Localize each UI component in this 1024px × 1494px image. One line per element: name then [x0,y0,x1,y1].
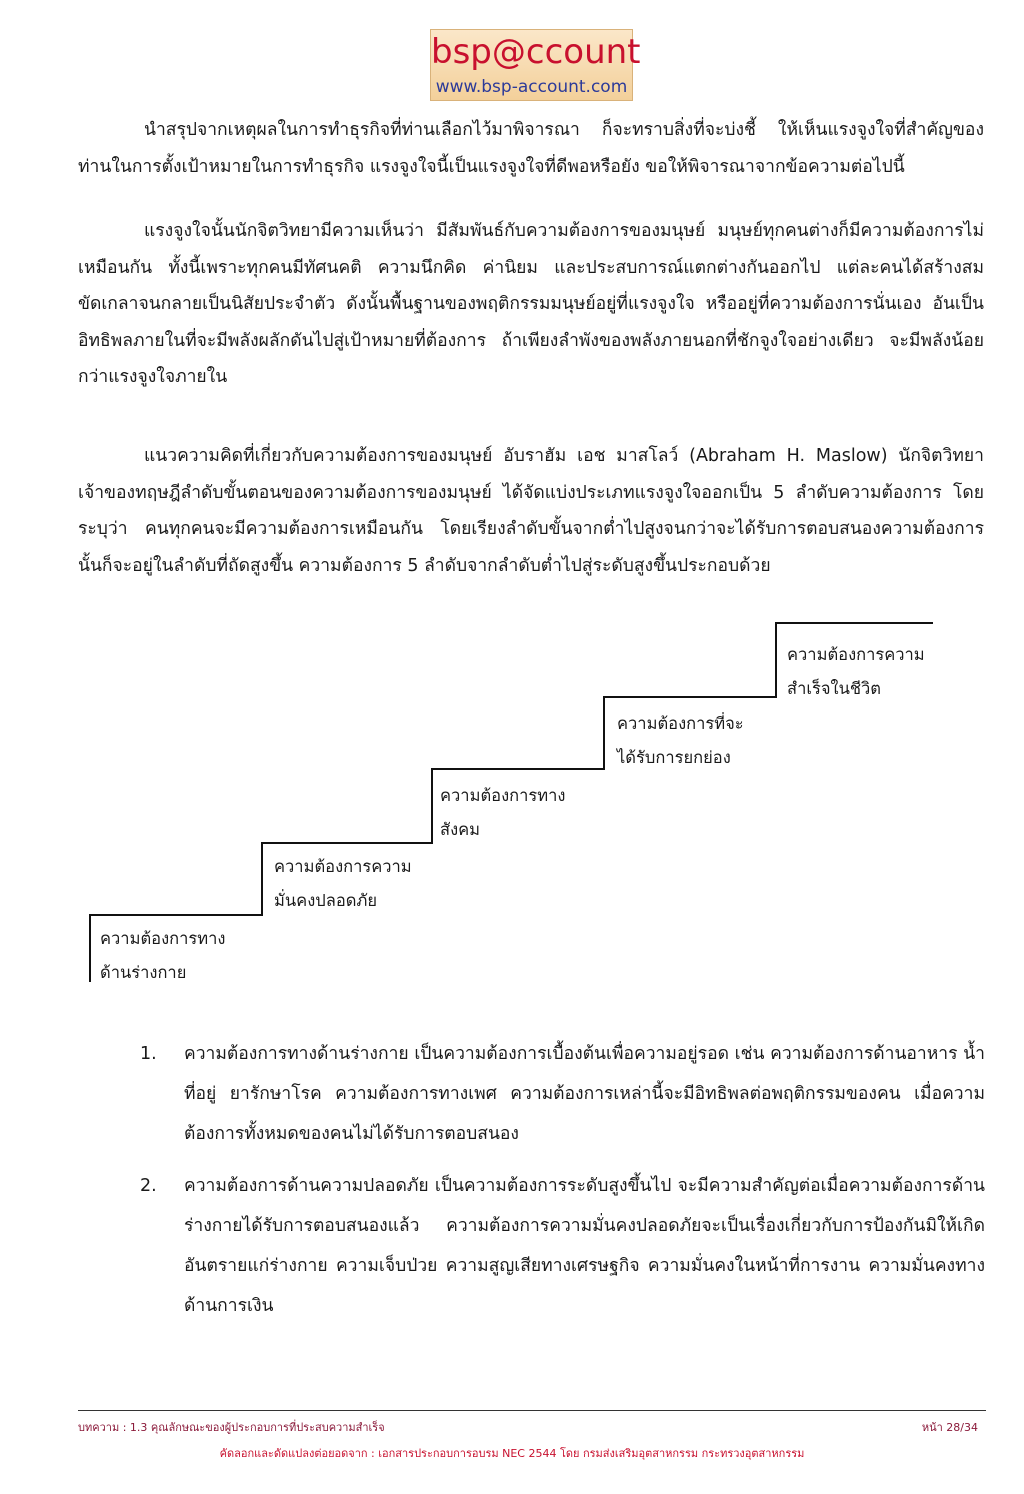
step-label-esteem [617,707,787,775]
step-label-line: ความต้องการที่จะ [617,714,744,733]
step-label-line: ความต้องการทาง [440,786,566,805]
list-item-text: ความต้องการทางด้านร่างกาย เป็นความต้องการเบื้องต้นเพื่อความอยู่รอด เช่น ความต้องการด้านอาหาร น้ำ ที่อยู่ ยารักษาโรค ความต้องการทางเพศ ความต้องการเหล่านี้จะมีอิทธิพลต่อพฤติกรรมของคน เมื่อความต้องการทั้งหมดของคนไม่ได้รับการตอบสนอง [184,1044,985,1144]
step-label-line: ด้านร่างกาย [100,963,187,982]
list-item-number: 2. [140,1176,157,1196]
list-item [140,1166,985,1326]
step-label-line: ได้รับการยกย่อง [617,748,731,767]
step-label-line: ความต้องการทาง [100,929,226,948]
needs-list-part-1 [140,1034,985,1154]
brand-logo [430,29,641,101]
logo-brand-text: bsp@ccount [431,32,641,72]
step-label-line: ความต้องการความ [274,857,412,876]
paragraph-intro: นำสรุปจากเหตุผลในการทำธุรกิจที่ท่านเลือกไว้มาพิจารณา ก็จะทราบสิ่งที่จะบ่งชี้ ให้เห็นแรงจูงใจที่สำคัญของท่านในการตั้งเป้าหมายในการทำธุรกิจ แรงจูงใจนี้เป็นแรงจูงใจที่ดีพอหรือยัง ขอให้พิจารณาจากข้อความต่อไปนี้ [78,120,984,177]
needs-list-part-2 [140,1166,985,1326]
step-label-safety [274,850,444,918]
step-label-line: มั่นคงปลอดภัย [274,891,378,910]
step-label-line: สังคม [440,820,481,839]
step-label-line: ความต้องการความ [787,645,925,664]
footer-page-number: หน้า 28/34 [921,1421,978,1434]
step-label-line: สำเร็จในชีวิต [787,679,882,698]
step-label-self-actualization [787,638,957,706]
logo-url-text: www.bsp-account.com [435,77,628,97]
list-item-number: 1. [140,1044,157,1064]
footer-article-title: บทความ : 1.3 คุณลักษณะของผู้ประกอบการที่ประสบความสำเร็จ [78,1421,385,1434]
footer-divider [78,1410,986,1411]
paragraph-maslow: แนวความคิดที่เกี่ยวกับความต้องการของมนุษย์ อับราฮัม เอช มาสโลว์ (Abraham H. Maslow) นักจิตวิทยาเจ้าของทฤษฎีลำดับขั้นตอนของความต้องการของมนุษย์ ได้จัดแบ่งประเภทแรงจูงใจออกเป็น 5 ลำดับความต้องการ โดยระบุว่า คนทุกคนจะมีความต้องการเหมือนกัน โดยเรียงลำดับขั้นจากต่ำไปสูงจนกว่าจะได้รับการตอบสนองความต้องการนั้นก็จะอยู่ในลำดับที่ถัดสูงขึ้น ความต้องการ 5 ลำดับจากลำดับต่ำไปสู่ระดับสูงขึ้นประกอบด้วย [78,446,984,576]
list-item-text: ความต้องการด้านความปลอดภัย เป็นความต้องการระดับสูงขึ้นไป จะมีความสำคัญต่อเมื่อความต้องการด้านร่างกายได้รับการตอบสนองแล้ว ความต้องการความมั่นคงปลอดภัยจะเป็นเรื่องเกี่ยวกับการป้องกันมิให้เกิดอันตรายแก่ร่างกาย ความเจ็บป่วย ความสูญเสียทางเศรษฐกิจ ความมั่นคงในหน้าที่การงาน ความมั่นคงทางด้านการเงิน [184,1176,985,1316]
step-label-social [440,779,610,847]
list-item [140,1034,985,1154]
footer-credit: คัดลอกและดัดแปลงต่อยอดจาก : เอกสารประกอบการอบรม NEC 2544 โดย กรมส่งเสริมอุตสาหกรรม กระทรวงอุตสาหกรรม [219,1447,805,1460]
step-label-physiological [100,922,270,990]
paragraph-motivation: แรงจูงใจนั้นนักจิตวิทยามีความเห็นว่า มีสัมพันธ์กับความต้องการของมนุษย์ มนุษย์ทุกคนต่างก็มีความต้องการไม่เหมือนกัน ทั้งนี้เพราะทุกคนมีทัศนคติ ความนึกคิด ค่านิยม และประสบการณ์แตกต่างกันออกไป แต่ละคนได้สร้างสม ขัดเกลาจนกลายเป็นนิสัยประจำตัว ดังนั้นพื้นฐานของพฤติกรรมมนุษย์อยู่ที่แรงจูงใจ หรืออยู่ที่ความต้องการนั่นเอง อันเป็นอิทธิพลภายในที่จะมีพลังผลักดันไปสู่เป้าหมายที่ต้องการ ถ้าเพียงลำพังของพลังภายนอกที่ชักจูงใจอย่างเดียว จะมีพลังน้อยกว่าแรงจูงใจภายใน [78,221,984,387]
